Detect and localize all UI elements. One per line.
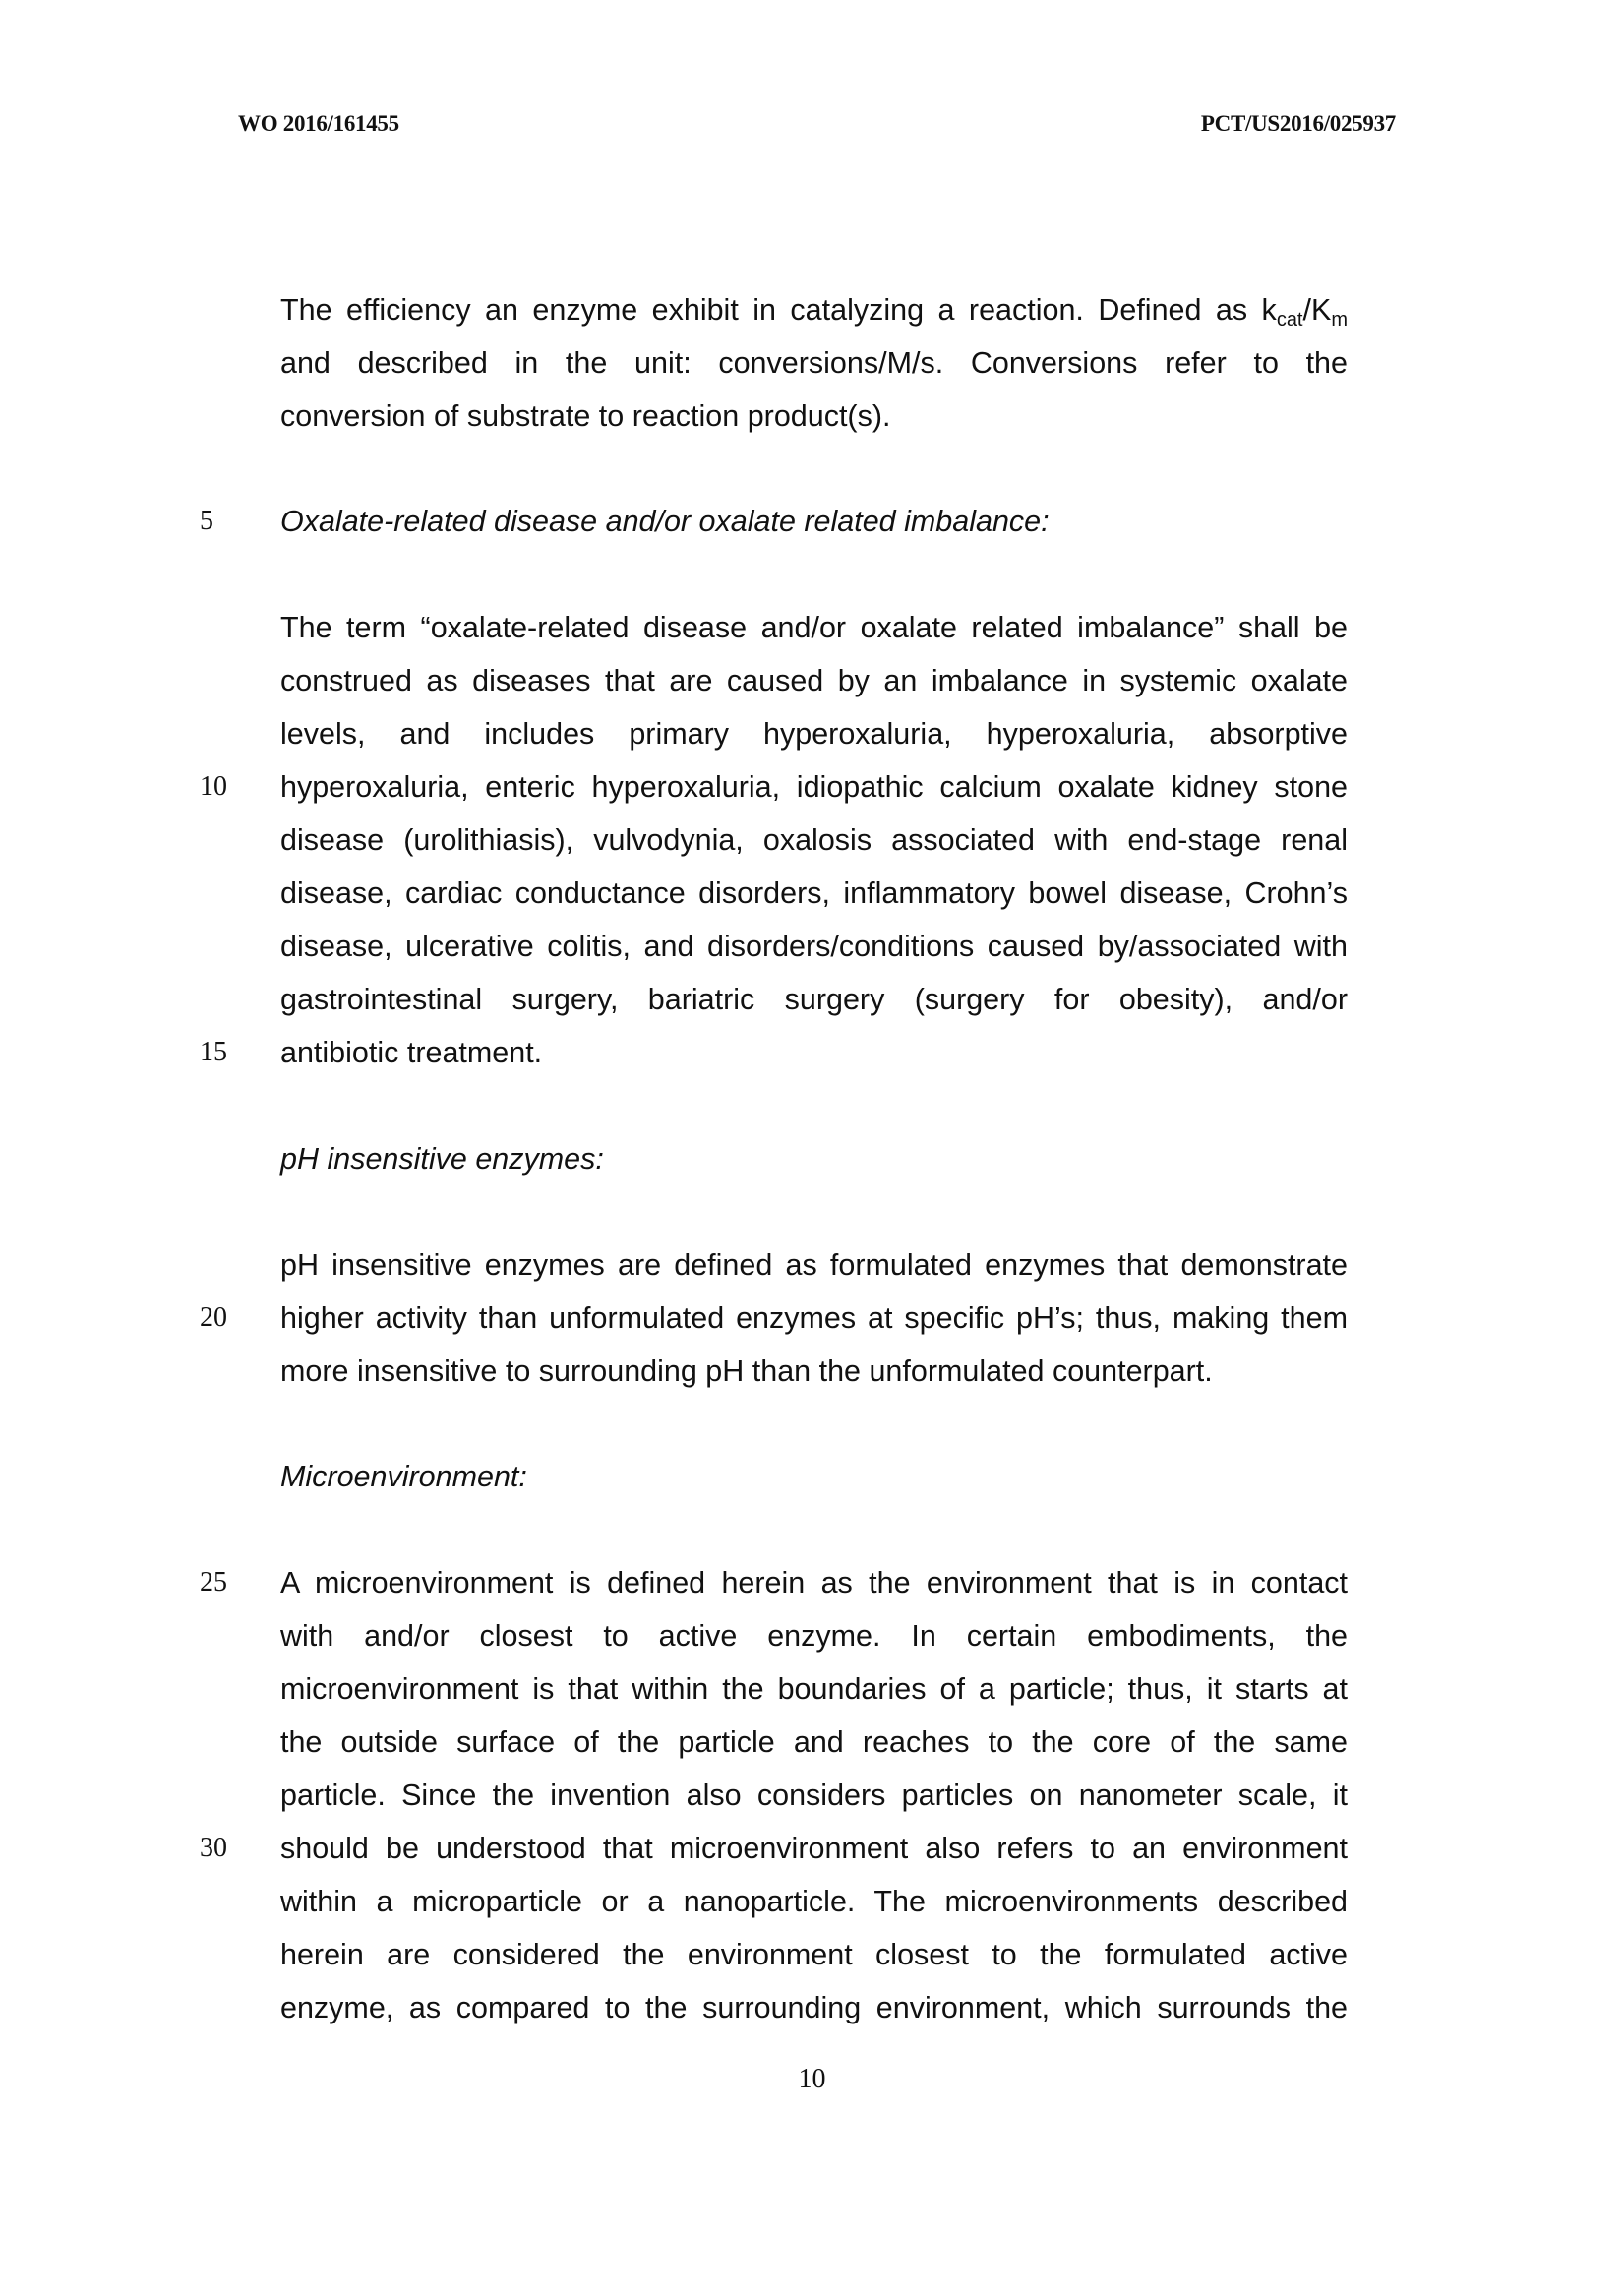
paragraph-line: disease, cardiac conductance disorders, inflammatory bowel disease, Crohn’s [280, 876, 1348, 910]
paragraph-line: microenvironment is that within the boundaries of a particle; thus, it starts at [280, 1672, 1348, 1706]
paragraph-line: disease, ulcerative colitis, and disorders/conditions caused by/associated with [280, 930, 1348, 963]
paragraph-line: gastrointestinal surgery, bariatric surgery (surgery for obesity), and/or [280, 983, 1348, 1016]
paragraph-line: the outside surface of the particle and reaches to the core of the same [280, 1725, 1348, 1759]
paragraph-line: levels, and includes primary hyperoxaluria, hyperoxaluria, absorptive [280, 717, 1348, 751]
definition-text: The efficiency an enzyme exhibit in catalyzing a reaction. Defined as k [280, 293, 1277, 327]
paragraph-line: enzyme, as compared to the surrounding environment, which surrounds the [280, 1991, 1348, 2024]
line-number: 25 [200, 1567, 227, 1598]
section-heading-microenvironment: Microenvironment: [280, 1460, 527, 1493]
definition-line: conversion of substrate to reaction product(s). [280, 399, 891, 433]
section-heading-ph: pH insensitive enzymes: [280, 1142, 604, 1176]
line-number: 5 [200, 506, 213, 536]
definition-text: /K [1302, 293, 1332, 327]
line-number: 30 [200, 1833, 227, 1863]
subscript-cat: cat [1276, 309, 1303, 331]
paragraph-line: The term “oxalate-related disease and/or oxalate related imbalance” shall be [280, 611, 1348, 644]
paragraph-line: A microenvironment is defined herein as the environment that is in contact [280, 1566, 1348, 1600]
section-heading-oxalate: Oxalate-related disease and/or oxalate related imbalance: [280, 505, 1050, 538]
line-number: 15 [200, 1037, 227, 1067]
definition-line [280, 290, 1348, 330]
page-number: 10 [798, 2064, 826, 2094]
paragraph-line: more insensitive to surrounding pH than the unformulated counterpart. [280, 1355, 1213, 1388]
paragraph-line: antibiotic treatment. [280, 1036, 543, 1069]
paragraph-line: pH insensitive enzymes are defined as formulated enzymes that demonstrate [280, 1248, 1348, 1282]
paragraph-line: construed as diseases that are caused by an imbalance in systemic oxalate [280, 664, 1348, 697]
paragraph-line: with and/or closest to active enzyme. In certain embodiments, the [280, 1619, 1348, 1653]
paragraph-line: should be understood that microenvironment also refers to an environment [280, 1832, 1348, 1865]
line-number: 20 [200, 1302, 227, 1333]
paragraph-line: herein are considered the environment closest to the formulated active [280, 1938, 1348, 1971]
line-number: 10 [200, 771, 227, 802]
application-number: PCT/US2016/025937 [1200, 111, 1396, 136]
paragraph-line: particle. Since the invention also considers particles on nanometer scale, it [280, 1779, 1348, 1812]
paragraph-line: higher activity than unformulated enzymes at specific pH’s; thus, making them [280, 1301, 1348, 1335]
paragraph-line: hyperoxaluria, enteric hyperoxaluria, idiopathic calcium oxalate kidney stone [280, 770, 1348, 804]
definition-line: and described in the unit: conversions/M/s. Conversions refer to the [280, 346, 1348, 380]
paragraph-line: within a microparticle or a nanoparticle. The microenvironments described [280, 1885, 1348, 1918]
subscript-m: m [1331, 309, 1348, 331]
publication-number: WO 2016/161455 [238, 111, 399, 136]
paragraph-line: disease (urolithiasis), vulvodynia, oxalosis associated with end-stage renal [280, 823, 1348, 857]
